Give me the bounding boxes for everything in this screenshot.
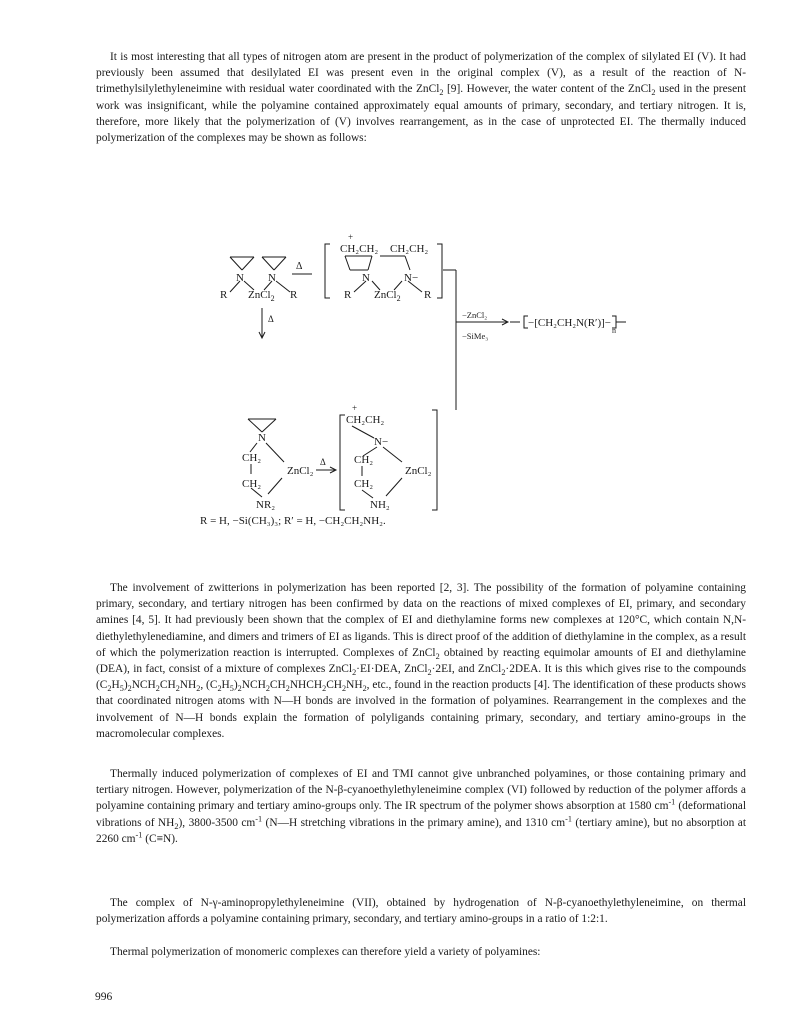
paragraph-5: Thermal polymerization of monomeric complexes can therefore yield a variety of polyamines: (110, 946, 541, 958)
scheme-ch2-a: CH₂ (242, 452, 262, 464)
scheme-plus-1: + (348, 232, 354, 242)
scheme-nh2: NH₂ (370, 499, 390, 511)
scheme-nr2: NR₂ (256, 499, 276, 511)
scheme-ch2ch2-3: CH₂CH₂ (346, 414, 385, 426)
scheme-r-3: R (424, 289, 432, 301)
scheme-ch2-d: CH₂ (354, 478, 374, 490)
scheme-zncl2-3: ZnCl₂ (287, 465, 314, 477)
scheme-zncl2-1: ZnCl$_2$ (248, 289, 275, 303)
paragraph-3: Thermally induced polymerization of complexes of EI and TMI cannot give unbranched polyamines, or those containing primary and tertiary nitrogen. However, polymerization of the N-β-cyanoethylethyleneimine complex (VI) followed by reduction of the polymer affords a polyamine containing primary and tertiary amino-groups only. The IR spectrum of the polymer shows absorption at 1580 $cm^{-1}$ (deformational vibrations of $NH_2$), 3800-3500 $cm^{-1}$ (N—H stretching vibrations in the primary amine), and 1310 $cm^{-1}$ (tertiary amine), but no absorption at 2260 $cm^{-1}$ (C≡N). (96, 768, 747, 845)
scheme-n-minus-2: N− (374, 436, 389, 448)
scheme-ch2ch2-2: CH₂CH₂ (390, 243, 429, 255)
scheme-arrow-label-bottom: −SiMe₃ (462, 331, 489, 341)
scheme-zncl2-2: ZnCl$_2$ (374, 289, 401, 303)
scheme-ch2-c: CH₂ (354, 454, 374, 466)
scheme-n-bottom-1: N (258, 432, 266, 444)
scheme-arrow-label-top: −ZnCl₂ (462, 310, 488, 320)
scheme-n-left-1: N (236, 272, 244, 284)
scheme-n-left-2: N (268, 272, 276, 284)
scheme-plus-2: + (352, 403, 358, 413)
scheme-r-2: R (344, 289, 352, 301)
scheme-definition: R = H, −Si(CH₃)₃; R′ = H, −CH₂CH₂NH₂. (200, 515, 386, 527)
scheme-n-minus-1: N− (404, 272, 419, 284)
page-number: 996 (95, 991, 113, 1003)
scheme-delta-2: Δ (268, 314, 274, 324)
paragraph-1: It is most interesting that all types of nitrogen atom are present in the product of polymerization of the complex of silylated EI (V). It had previously been assumed that desilylated EI was present even in the original complex (V), as a result of the reaction of N-trimethylsilylethyleneimine with residual water coordinated with the ZnCl$_2$ [9]. However, the water content of the ZnCl$_2$ used in the present work was insignificant, while the polyamine contained approximately equal amounts of primary, secondary, and tertiary nitrogen. It is, therefore, more likely that the polymerization of (V) involves rearrangement, as in the case of unprotected EI. The thermally induced polymerization of the complexes may be shown as follows: (96, 51, 746, 145)
scheme-delta-3: Δ (320, 457, 326, 467)
scheme-r-left: R (220, 289, 228, 301)
scheme-zncl2-4: ZnCl₂ (405, 465, 432, 477)
paragraph-4: The complex of N-γ-aminopropylethyleneimine (VII), obtained by hydrogenation of N-β-cyanoethylethyleneimine, on thermal polymerization affords a polyamine containing primary, secondary, and tertiary amino-groups in a ratio of 1:2:1. (96, 897, 746, 926)
scheme-polymer: −[CH₂CH₂N(R′)]− (528, 317, 611, 329)
scheme-ch2-b: CH₂ (242, 478, 262, 490)
scheme-n-middle: N (362, 272, 370, 284)
scheme-polymer-n: n (612, 326, 616, 335)
scheme-ch2ch2-1: CH₂CH₂ (340, 243, 379, 255)
scheme-delta-1: Δ (296, 261, 303, 272)
scheme-r-right: R (290, 289, 298, 301)
paragraph-2: The involvement of zwitterions in polymerization has been reported [2, 3]. The possibility of the formation of polyamine containing primary, secondary, and tertiary nitrogen has been confirmed by data on the reactions of mixed complexes of EI, primary, and secondary amines [4, 5]. It had previously been shown that the complex of EI and diethylamine forms new complexes at 120°C, which contain N,N-diethylethylenediamine, and dimers and trimers of EI as ligands. This is direct proof of the addition of diethylamine in the complex, as a result of which the polymerization reaction is interrupted. Complexes of ZnCl$_2$ obtained by reacting equimolar amounts of EI and diethylamine (DEA), in fact, consist of a mixture of complexes ZnCl$_2$·EI·DEA, ZnCl$_2$·2EI, and ZnCl$_2$·2DEA. It is this which gives rise to the compounds $(C_2H_5)_2NCH_2CH_2NH_2$, $(C_2H_5)_2NCH_2CH_2NHCH_2CH_2NH_2$, etc., found in the reaction products [4]. The identification of these products shows that coordinated nitrogen atoms with N—H bonds are involved in the formation of polyamines. Rearrangement in the complexes and the involvement of N—H bonds explain the formation of polyligands containing primary, secondary, and tertiary amino-groups in the macromolecular complexes. (96, 582, 747, 740)
